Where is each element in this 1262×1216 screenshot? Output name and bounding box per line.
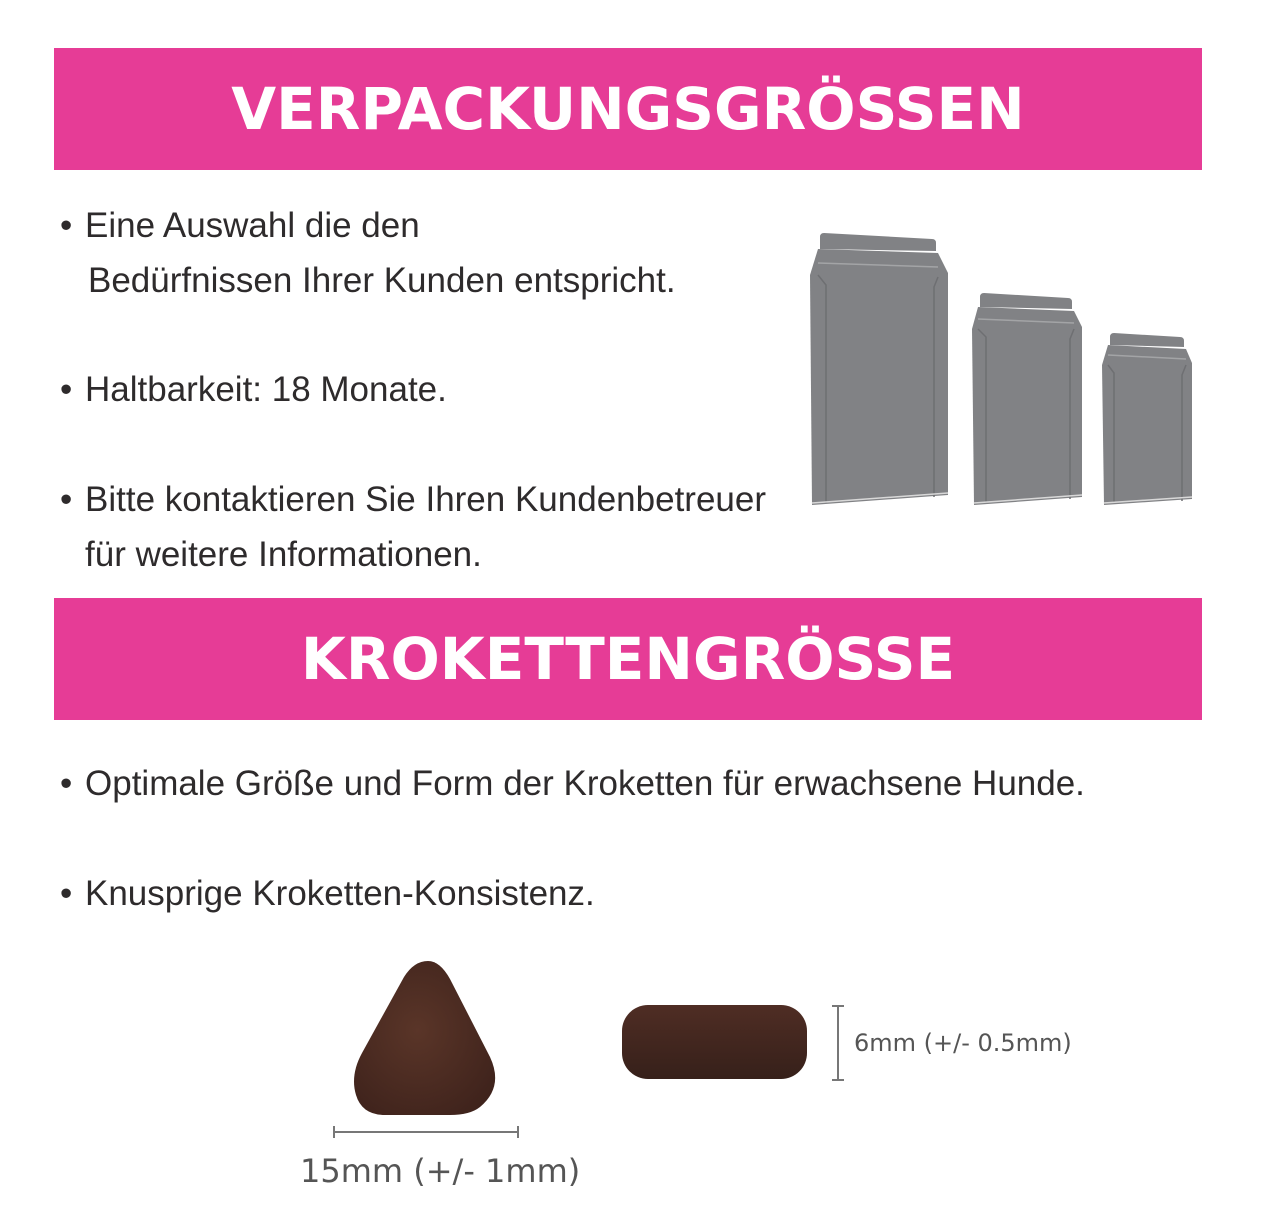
packaging-sizes-banner [54, 48, 1202, 170]
bag-medium-icon [972, 293, 1082, 505]
kibble-width-label: 15mm (+/- 1mm) [300, 1152, 581, 1190]
height-dimension-line [828, 1004, 848, 1082]
bag-large-icon [810, 233, 948, 505]
packaging-bags-illustration [800, 225, 1200, 515]
bullet-text-line: Bitte kontaktieren Sie Ihren Kundenbetreuer [85, 480, 766, 519]
bag-small-icon [1102, 333, 1192, 505]
kibble-size-title: KROKETTENGRÖSSE [300, 625, 956, 693]
bullet-text-line: Eine Auswahl die den [85, 206, 420, 245]
packaging-sizes-title: VERPACKUNGSGRÖSSEN [231, 75, 1025, 143]
kibble-side-view-icon [620, 1002, 810, 1082]
kibble-bullet-shape [60, 756, 1085, 811]
kibble-bullet-texture [60, 866, 595, 921]
bullet-dot-icon: • [60, 874, 73, 913]
bullet-dot-icon: • [60, 480, 73, 519]
packaging-bullet-contact [60, 472, 766, 582]
bullet-text-line: Haltbarkeit: 18 Monate. [85, 370, 447, 409]
bullet-dot-icon: • [60, 764, 73, 803]
kibble-size-banner [54, 598, 1202, 720]
bullet-text-line: Optimale Größe und Form der Kroketten für erwachsene Hunde. [85, 764, 1085, 803]
kibble-height-label: 6mm (+/- 0.5mm) [854, 1029, 1072, 1057]
kibble-top-view-icon [340, 955, 510, 1120]
bullet-text-line: Knusprige Kroketten-Konsistenz. [85, 874, 595, 913]
packaging-bullet-selection [60, 198, 676, 308]
packaging-bullet-shelf-life [60, 362, 447, 417]
bullet-dot-icon: • [60, 370, 73, 409]
bullet-dot-icon: • [60, 206, 73, 245]
bullet-text-line: für weitere Informationen. [85, 535, 482, 574]
width-dimension-line [332, 1124, 522, 1140]
bullet-text-line: Bedürfnissen Ihrer Kunden entspricht. [88, 261, 676, 300]
